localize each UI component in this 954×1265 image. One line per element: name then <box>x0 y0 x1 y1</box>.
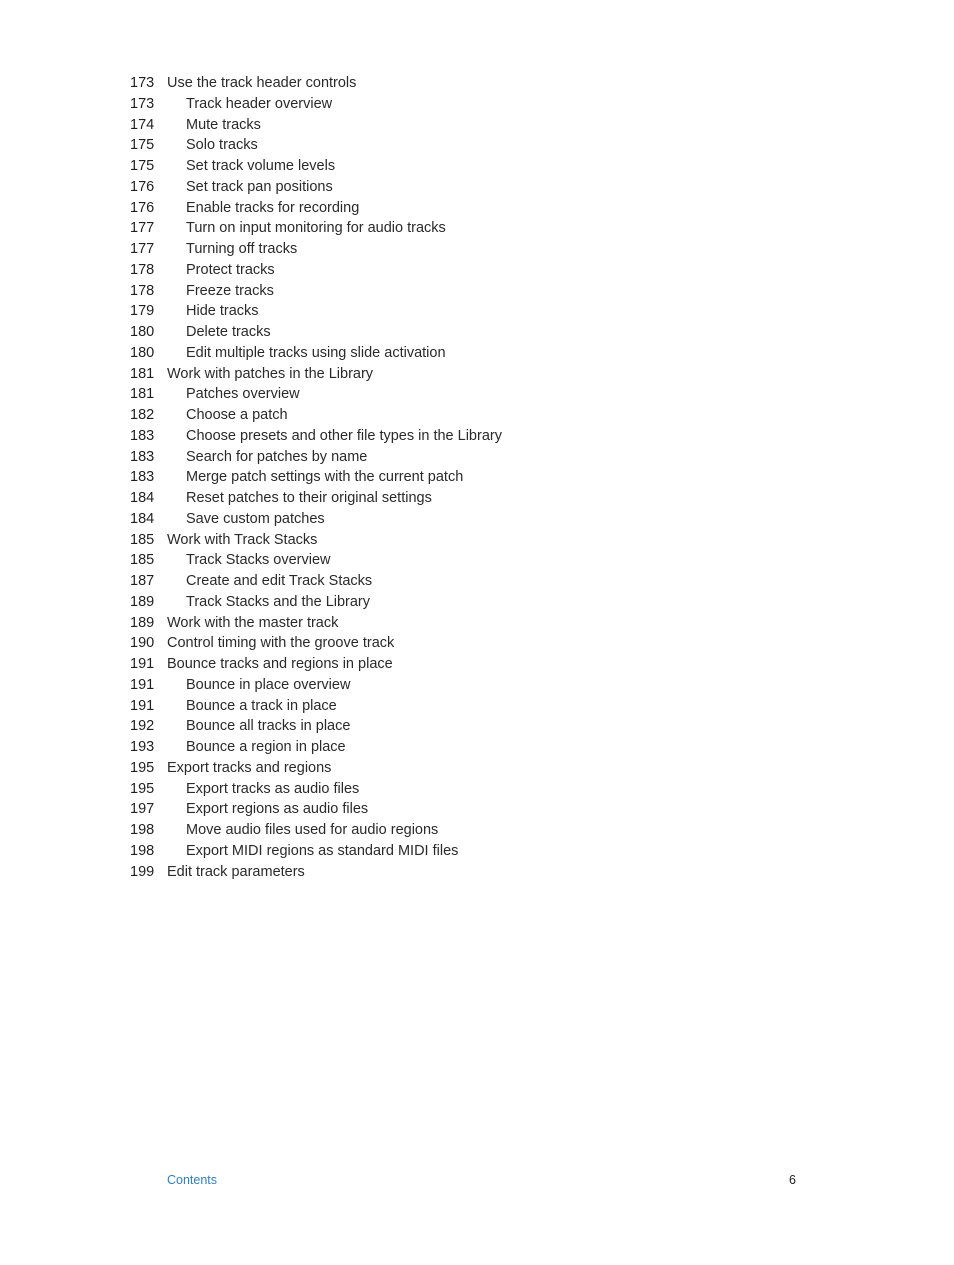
toc-entry[interactable] <box>130 177 770 198</box>
toc-entry-title: Enable tracks for recording <box>186 199 360 216</box>
toc-entry-title: Export tracks and regions <box>167 759 332 776</box>
toc-entry-title: Set track volume levels <box>186 158 336 174</box>
footer-section-link[interactable]: Contents <box>167 1173 218 1187</box>
toc-entry-title: Patches overview <box>186 386 300 403</box>
toc-entry-page: 180 <box>130 324 155 340</box>
toc-entry-page: 174 <box>130 116 155 133</box>
toc-entry-page: 185 <box>130 552 155 569</box>
toc-entry-title: Export regions as audio files <box>186 801 369 818</box>
toc-entry[interactable] <box>130 820 770 841</box>
toc-entry[interactable] <box>130 550 770 571</box>
toc-entry[interactable] <box>130 426 770 447</box>
toc-entry[interactable] <box>130 696 770 717</box>
toc-entry-title: Bounce in place overview <box>186 676 351 693</box>
toc-entry[interactable] <box>130 156 770 177</box>
table-of-contents <box>130 73 770 882</box>
toc-entry[interactable] <box>130 94 770 115</box>
toc-entry-page: 180 <box>130 344 155 361</box>
toc-entry-title: Export tracks as audio files <box>186 780 360 797</box>
toc-entry-page: 173 <box>130 75 155 91</box>
toc-entry-title: Choose a patch <box>186 407 288 423</box>
toc-entry[interactable] <box>130 73 770 94</box>
toc-entry-page: 191 <box>130 656 155 672</box>
toc-entry-title: Work with Track Stacks <box>167 531 318 548</box>
toc-entry-title: Delete tracks <box>186 324 271 340</box>
toc-entry[interactable] <box>130 613 770 634</box>
toc-entry-page: 189 <box>130 593 155 610</box>
toc-entry-title: Turning off tracks <box>186 241 298 257</box>
toc-entry-title: Bounce a region in place <box>186 739 346 755</box>
toc-entry-page: 181 <box>130 365 155 382</box>
toc-entry-title: Mute tracks <box>186 116 261 133</box>
toc-entry[interactable] <box>130 135 770 156</box>
toc-entry[interactable] <box>130 633 770 654</box>
toc-entry-page: 189 <box>130 614 155 631</box>
toc-entry-page: 173 <box>130 95 155 112</box>
toc-entry-title: Move audio files used for audio regions <box>186 822 439 838</box>
toc-entry[interactable] <box>130 467 770 488</box>
toc-entry-page: 183 <box>130 427 155 444</box>
toc-entry[interactable] <box>130 675 770 696</box>
toc-entry-page: 183 <box>130 448 155 465</box>
toc-entry-title: Protect tracks <box>186 261 275 278</box>
toc-entry-page: 176 <box>130 199 155 216</box>
toc-entry-page: 175 <box>130 158 155 174</box>
toc-entry-page: 184 <box>130 510 155 527</box>
toc-entry-title: Merge patch settings with the current patch <box>186 469 464 486</box>
toc-entry-title: Freeze tracks <box>186 282 274 299</box>
footer-page-number: 6 <box>789 1173 796 1187</box>
toc-entry[interactable] <box>130 841 770 862</box>
toc-entry-title: Save custom patches <box>186 510 325 527</box>
toc-entry-title: Choose presets and other file types in the Library <box>186 427 502 444</box>
toc-entry-page: 179 <box>130 303 155 320</box>
toc-entry[interactable] <box>130 301 770 322</box>
toc-entry-title: Control timing with the groove track <box>167 635 395 652</box>
toc-entry-page: 175 <box>130 137 155 154</box>
toc-entry-page: 184 <box>130 490 155 506</box>
toc-entry-title: Track Stacks and the Library <box>186 593 371 610</box>
toc-entry-title: Bounce a track in place <box>186 697 337 714</box>
toc-entry-title: Set track pan positions <box>186 178 333 195</box>
toc-entry[interactable] <box>130 198 770 219</box>
toc-entry-page: 198 <box>130 842 155 859</box>
toc-entry[interactable] <box>130 862 770 883</box>
toc-entry-title: Hide tracks <box>186 303 259 320</box>
toc-entry-page: 178 <box>130 282 155 299</box>
toc-entry-page: 193 <box>130 739 155 755</box>
toc-entry[interactable] <box>130 592 770 613</box>
toc-entry-title: Work with patches in the Library <box>167 365 374 382</box>
toc-entry-page: 191 <box>130 697 155 714</box>
toc-entry-title: Work with the master track <box>167 614 339 631</box>
toc-entry-title: Reset patches to their original settings <box>186 490 432 506</box>
toc-entry-page: 192 <box>130 718 155 735</box>
toc-entry-page: 177 <box>130 220 155 237</box>
toc-entry[interactable] <box>130 737 770 758</box>
toc-entry-title: Use the track header controls <box>167 75 357 91</box>
toc-entry[interactable] <box>130 779 770 800</box>
toc-entry-title: Turn on input monitoring for audio tracks <box>186 220 446 237</box>
toc-entry[interactable] <box>130 799 770 820</box>
toc-entry[interactable] <box>130 322 770 343</box>
toc-entry-title: Track Stacks overview <box>186 552 331 569</box>
toc-entry-page: 185 <box>130 531 155 548</box>
toc-entry-title: Export MIDI regions as standard MIDI files <box>186 842 459 859</box>
toc-entry-title: Create and edit Track Stacks <box>186 573 373 589</box>
toc-entry-title: Bounce all tracks in place <box>186 718 351 735</box>
toc-entry[interactable] <box>130 260 770 281</box>
toc-entry[interactable] <box>130 384 770 405</box>
toc-entry[interactable] <box>130 364 770 385</box>
toc-entry[interactable] <box>130 239 770 260</box>
toc-entry-page: 178 <box>130 261 155 278</box>
toc-entry-page: 198 <box>130 822 155 838</box>
toc-entry[interactable] <box>130 509 770 530</box>
toc-entry-page: 187 <box>130 573 155 589</box>
toc-entry-title: Track header overview <box>186 95 333 112</box>
toc-entry-page: 181 <box>130 386 155 403</box>
toc-entry[interactable] <box>130 530 770 551</box>
toc-entry[interactable] <box>130 654 770 675</box>
toc-entry[interactable] <box>130 716 770 737</box>
toc-entry-page: 177 <box>130 241 155 257</box>
toc-entry-page: 197 <box>130 801 155 818</box>
toc-entry-page: 176 <box>130 178 155 195</box>
toc-entry[interactable] <box>130 281 770 302</box>
toc-entry[interactable] <box>130 115 770 136</box>
toc-entry-title: Edit multiple tracks using slide activation <box>186 344 446 361</box>
toc-entry[interactable] <box>130 758 770 779</box>
toc-entry-title: Solo tracks <box>186 137 258 154</box>
toc-entry-page: 182 <box>130 407 155 423</box>
toc-entry-title: Bounce tracks and regions in place <box>167 656 393 672</box>
toc-entry[interactable] <box>130 343 770 364</box>
toc-entry[interactable] <box>130 447 770 468</box>
toc-entry-page: 183 <box>130 469 155 486</box>
toc-entry[interactable] <box>130 488 770 509</box>
toc-entry[interactable] <box>130 405 770 426</box>
toc-entry-page: 199 <box>130 863 155 880</box>
toc-entry[interactable] <box>130 218 770 239</box>
toc-entry[interactable] <box>130 571 770 592</box>
toc-entry-page: 195 <box>130 780 155 797</box>
toc-entry-page: 191 <box>130 676 155 693</box>
toc-entry-title: Edit track parameters <box>167 863 305 880</box>
toc-entry-title: Search for patches by name <box>186 448 368 465</box>
toc-entry-page: 190 <box>130 635 155 652</box>
toc-entry-page: 195 <box>130 759 155 776</box>
